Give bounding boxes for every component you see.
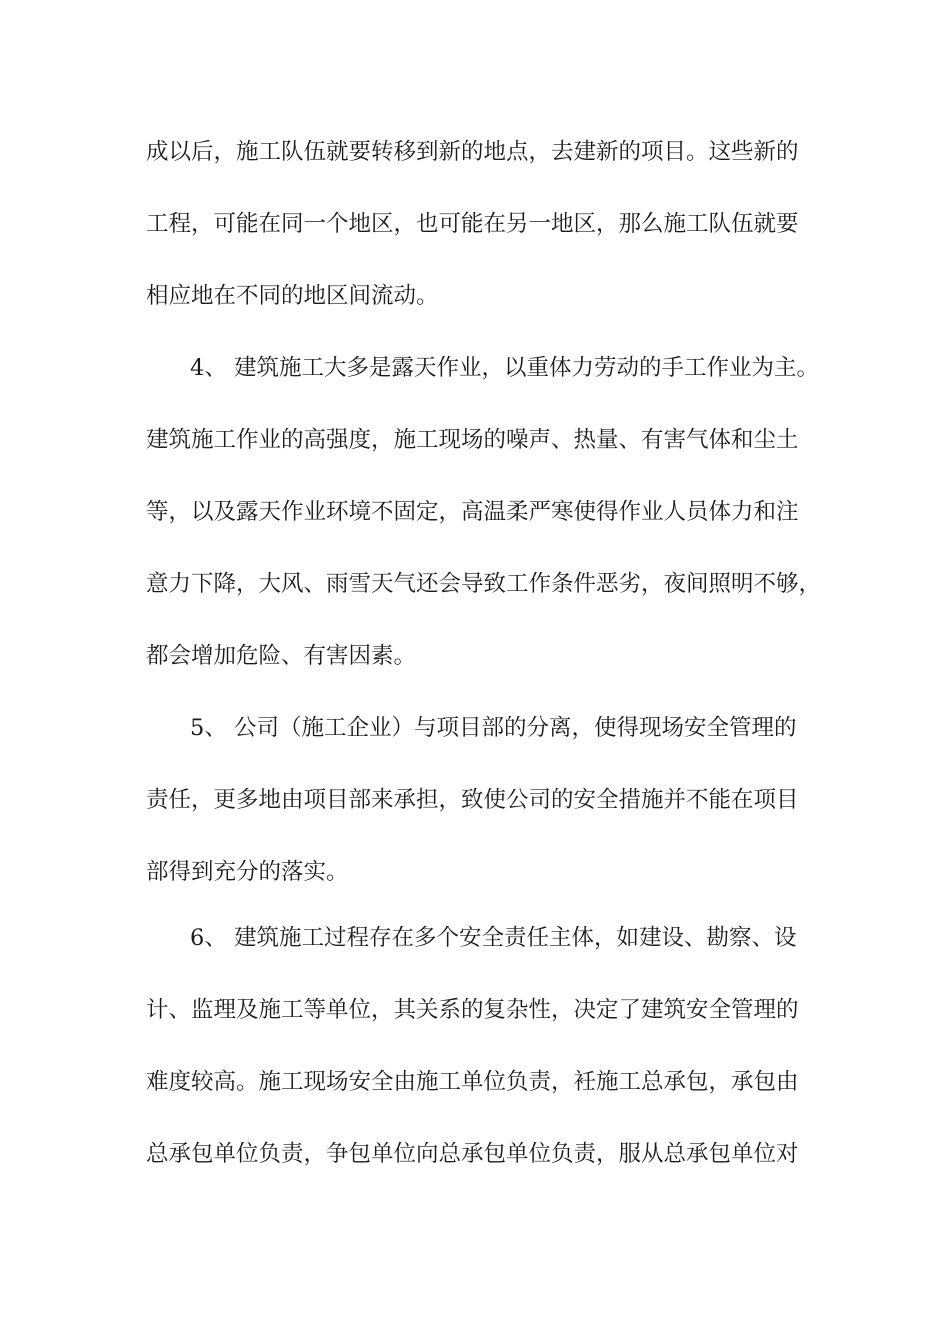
numbered-paragraph-5: 5、 公司（施工企业）与项目部的分离，使得现场安全管理的: [190, 715, 797, 741]
numbered-paragraph-4: 4、 建筑施工大多是露天作业，以重体力劳动的手工作业为主。: [190, 355, 819, 381]
text-line: 等，以及露天作业环境不固定，高温柔严寒使得作业人员体力和注: [146, 499, 799, 525]
text-line: 总承包单位负责，争包单位向总承包单位负责，服从总承包单位对: [146, 1141, 799, 1167]
text-line: 意力下降，大风、雨雪天气还会导致工作条件恶劣，夜间照明不够，: [146, 571, 822, 597]
text-line: 相应地在不同的地区间流动。: [146, 283, 439, 309]
text-line: 成以后，施工队伍就要转移到新的地点，去建新的项目。这些新的: [146, 139, 799, 165]
text-line: 责任，更多地由项目部来承担，致使公司的安全措施并不能在项目: [146, 787, 799, 813]
numbered-paragraph-6: 6、 建筑施工过程存在多个安全责任主体，如建设、勘察、设: [190, 925, 797, 951]
text-line: 难度较高。施工现场安全由施工单位负责，衽施工总承包，承包由: [146, 1069, 799, 1095]
text-line: 计、监理及施工等单位，其关系的复杂性，决定了建筑安全管理的: [146, 997, 799, 1023]
text-line: 建筑施工作业的高强度，施工现场的噪声、热量、有害气体和尘土: [146, 427, 799, 453]
text-line: 部得到充分的落实。: [146, 859, 349, 885]
text-line: 都会增加危险、有害因素。: [146, 643, 417, 669]
text-line: 工程，可能在同一个地区，也可能在另一地区，那么施工队伍就要: [146, 211, 799, 237]
